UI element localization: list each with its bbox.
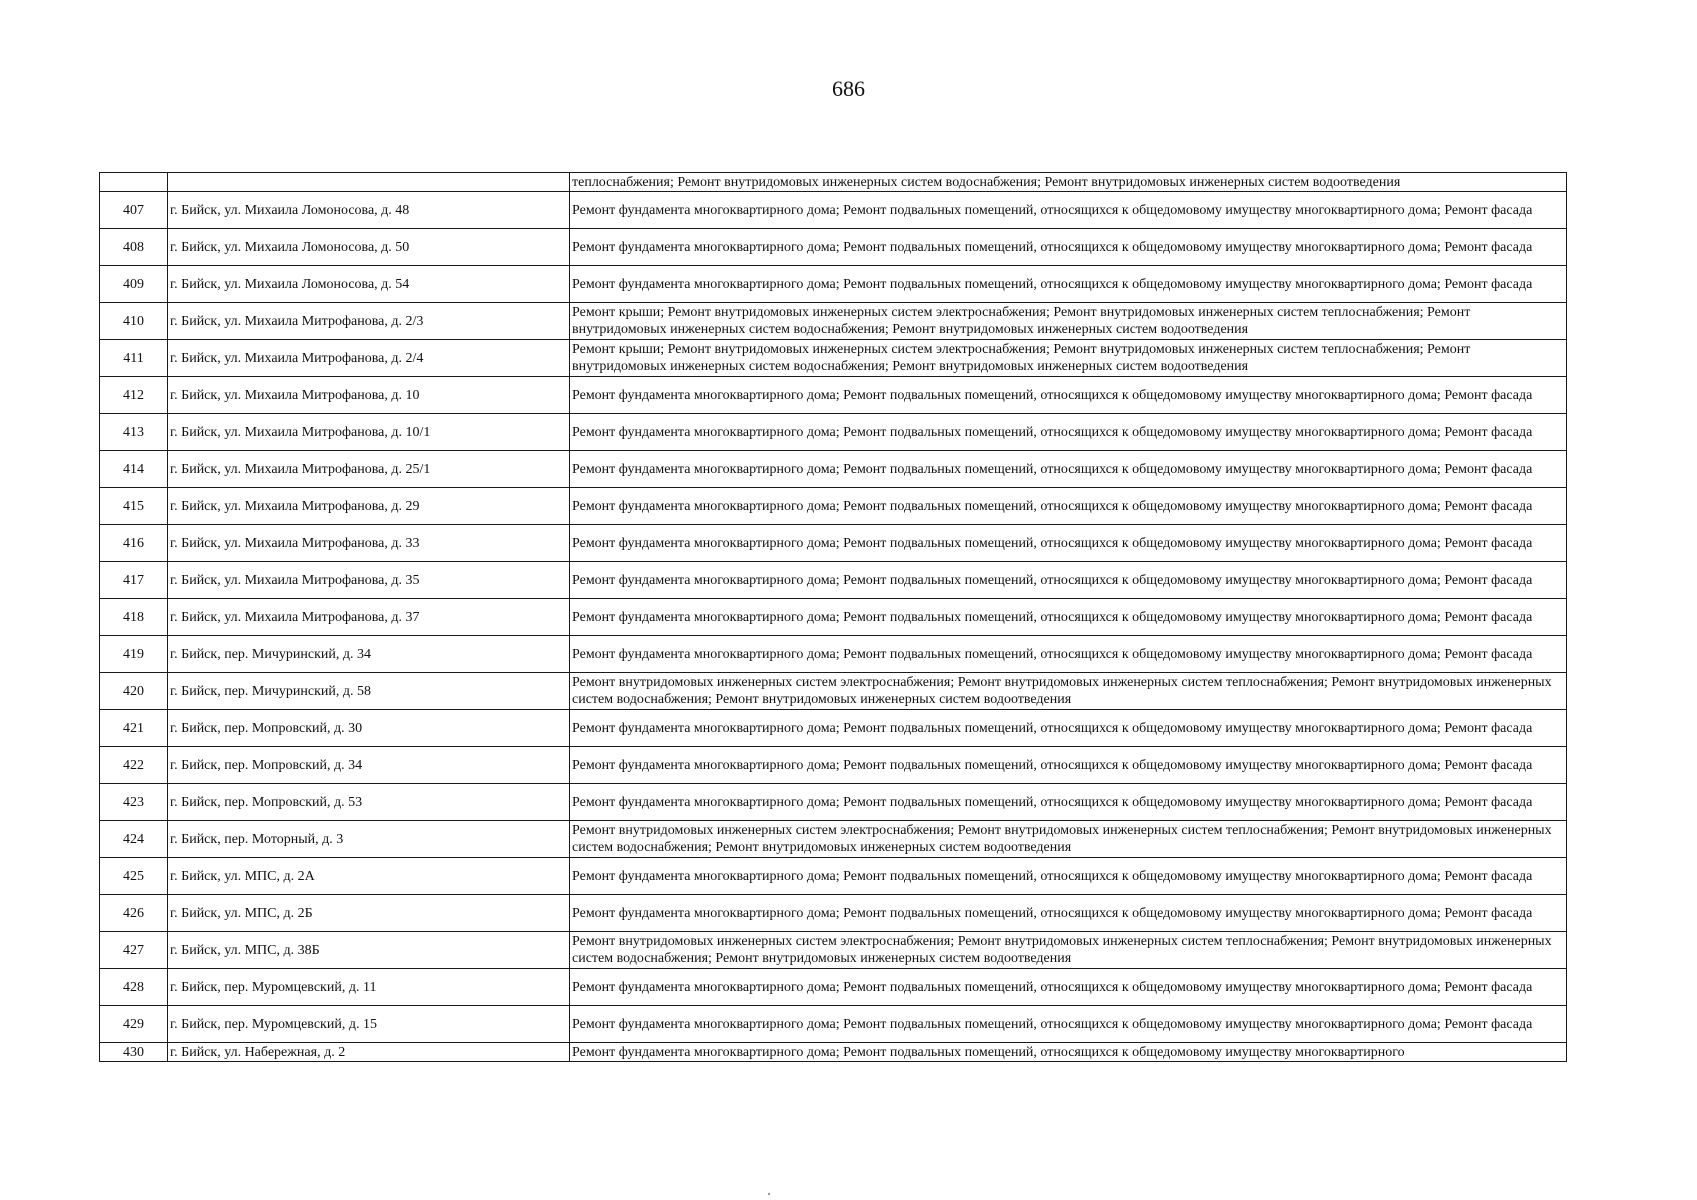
cell-works: Ремонт фундамента многоквартирного дома; Ремонт подвальных помещений, относящихся к общедомовому имуществу многоквартирного дома; Ремонт фасада <box>570 414 1567 451</box>
cell-works: Ремонт фундамента многоквартирного дома; Ремонт подвальных помещений, относящихся к общедомовому имуществу многоквартирного дома; Ремонт фасада <box>570 1006 1567 1043</box>
cell-num: 410 <box>100 303 168 340</box>
cell-num: 419 <box>100 636 168 673</box>
table-row <box>100 192 1567 229</box>
cell-address: г. Бийск, ул. Михаила Митрофанова, д. 33 <box>168 525 570 562</box>
table-row <box>100 303 1567 340</box>
cell-address: г. Бийск, ул. МПС, д. 2Б <box>168 895 570 932</box>
cell-address: г. Бийск, пер. Мичуринский, д. 34 <box>168 636 570 673</box>
cell-works: Ремонт фундамента многоквартирного дома; Ремонт подвальных помещений, относящихся к общедомовому имуществу многоквартирного дома; Ремонт фасада <box>570 229 1567 266</box>
cell-address: г. Бийск, пер. Мичуринский, д. 58 <box>168 673 570 710</box>
cell-address: г. Бийск, ул. Набережная, д. 2 <box>168 1043 570 1062</box>
cell-num: 414 <box>100 451 168 488</box>
cell-num: 421 <box>100 710 168 747</box>
table-row <box>100 229 1567 266</box>
cell-num: 408 <box>100 229 168 266</box>
cell-address: г. Бийск, пер. Мопровский, д. 53 <box>168 784 570 821</box>
cell-address: г. Бийск, ул. Михаила Митрофанова, д. 2/3 <box>168 303 570 340</box>
cell-address: г. Бийск, ул. Михаила Ломоносова, д. 48 <box>168 192 570 229</box>
cell-num: 429 <box>100 1006 168 1043</box>
table-row <box>100 932 1567 969</box>
table-row <box>100 1006 1567 1043</box>
cell-works: Ремонт фундамента многоквартирного дома; Ремонт подвальных помещений, относящихся к общедомовому имуществу многоквартирного <box>570 1043 1567 1062</box>
table-row <box>100 858 1567 895</box>
cell-works: Ремонт фундамента многоквартирного дома; Ремонт подвальных помещений, относящихся к общедомовому имуществу многоквартирного дома; Ремонт фасада <box>570 784 1567 821</box>
cell-num: 425 <box>100 858 168 895</box>
cell-address: г. Бийск, ул. Михаила Митрофанова, д. 29 <box>168 488 570 525</box>
cell-works: Ремонт фундамента многоквартирного дома; Ремонт подвальных помещений, относящихся к общедомовому имуществу многоквартирного дома; Ремонт фасада <box>570 377 1567 414</box>
table-row <box>100 488 1567 525</box>
table-row <box>100 710 1567 747</box>
table-row <box>100 1043 1567 1062</box>
cell-num: 409 <box>100 266 168 303</box>
cell-works: Ремонт фундамента многоквартирного дома; Ремонт подвальных помещений, относящихся к общедомовому имуществу многоквартирного дома; Ремонт фасада <box>570 266 1567 303</box>
cell-address: г. Бийск, ул. Михаила Ломоносова, д. 54 <box>168 266 570 303</box>
cell-works: Ремонт фундамента многоквартирного дома; Ремонт подвальных помещений, относящихся к общедомовому имуществу многоквартирного дома; Ремонт фасада <box>570 525 1567 562</box>
table-row <box>100 747 1567 784</box>
registry-body <box>100 173 1567 1062</box>
cell-works: Ремонт крыши; Ремонт внутридомовых инженерных систем электроснабжения; Ремонт внутридомовых инженерных систем теплоснабжения; Ремонт внутридомовых инженерных систем водоснабжения; Ремонт внутридомовых инженерных систем водоотведения <box>570 340 1567 377</box>
cell-works: теплоснабжения; Ремонт внутридомовых инженерных систем водоснабжения; Ремонт внутридомовых инженерных систем водоотведения <box>570 173 1567 192</box>
cell-num: 430 <box>100 1043 168 1062</box>
cell-num: 426 <box>100 895 168 932</box>
cell-works: Ремонт фундамента многоквартирного дома; Ремонт подвальных помещений, относящихся к общедомовому имуществу многоквартирного дома; Ремонт фасада <box>570 562 1567 599</box>
cell-num: 428 <box>100 969 168 1006</box>
cell-works: Ремонт внутридомовых инженерных систем электроснабжения; Ремонт внутридомовых инженерных систем теплоснабжения; Ремонт внутридомовых инженерных систем водоснабжения; Ремонт внутридомовых инженерных систем водоотведения <box>570 673 1567 710</box>
table-row <box>100 340 1567 377</box>
cell-num: 424 <box>100 821 168 858</box>
cell-address: г. Бийск, ул. Михаила Митрофанова, д. 25/1 <box>168 451 570 488</box>
cell-num: 427 <box>100 932 168 969</box>
cell-num: 416 <box>100 525 168 562</box>
table-row <box>100 599 1567 636</box>
table-row <box>100 636 1567 673</box>
cell-works: Ремонт фундамента многоквартирного дома; Ремонт подвальных помещений, относящихся к общедомовому имуществу многоквартирного дома; Ремонт фасада <box>570 599 1567 636</box>
cell-num: 418 <box>100 599 168 636</box>
page-number: 686 <box>832 76 865 101</box>
cell-num: 411 <box>100 340 168 377</box>
cell-address <box>168 173 570 192</box>
continuation-row <box>100 173 1567 192</box>
cell-num: 422 <box>100 747 168 784</box>
table-row <box>100 266 1567 303</box>
cell-num: 407 <box>100 192 168 229</box>
cell-address: г. Бийск, пер. Мопровский, д. 34 <box>168 747 570 784</box>
cell-address: г. Бийск, пер. Муромцевский, д. 15 <box>168 1006 570 1043</box>
cell-address: г. Бийск, ул. МПС, д. 38Б <box>168 932 570 969</box>
cell-works: Ремонт фундамента многоквартирного дома; Ремонт подвальных помещений, относящихся к общедомовому имуществу многоквартирного дома; Ремонт фасада <box>570 969 1567 1006</box>
table-row <box>100 562 1567 599</box>
cell-works: Ремонт внутридомовых инженерных систем электроснабжения; Ремонт внутридомовых инженерных систем теплоснабжения; Ремонт внутридомовых инженерных систем водоснабжения; Ремонт внутридомовых инженерных систем водоотведения <box>570 821 1567 858</box>
table-row <box>100 969 1567 1006</box>
cell-address: г. Бийск, ул. Михаила Митрофанова, д. 10 <box>168 377 570 414</box>
cell-works: Ремонт внутридомовых инженерных систем электроснабжения; Ремонт внутридомовых инженерных систем теплоснабжения; Ремонт внутридомовых инженерных систем водоснабжения; Ремонт внутридомовых инженерных систем водоотведения <box>570 932 1567 969</box>
table-row <box>100 784 1567 821</box>
table-row <box>100 451 1567 488</box>
cell-works: Ремонт фундамента многоквартирного дома; Ремонт подвальных помещений, относящихся к общедомовому имуществу многоквартирного дома; Ремонт фасада <box>570 895 1567 932</box>
table-row <box>100 895 1567 932</box>
cell-works: Ремонт фундамента многоквартирного дома; Ремонт подвальных помещений, относящихся к общедомовому имуществу многоквартирного дома; Ремонт фасада <box>570 858 1567 895</box>
cell-address: г. Бийск, ул. Михаила Митрофанова, д. 37 <box>168 599 570 636</box>
cell-address: г. Бийск, пер. Муромцевский, д. 11 <box>168 969 570 1006</box>
cell-address: г. Бийск, ул. Михаила Митрофанова, д. 35 <box>168 562 570 599</box>
cell-num: 420 <box>100 673 168 710</box>
cell-num: 415 <box>100 488 168 525</box>
cell-address: г. Бийск, ул. Михаила Ломоносова, д. 50 <box>168 229 570 266</box>
table-row <box>100 673 1567 710</box>
cell-works: Ремонт фундамента многоквартирного дома; Ремонт подвальных помещений, относящихся к общедомовому имуществу многоквартирного дома; Ремонт фасада <box>570 192 1567 229</box>
cell-address: г. Бийск, ул. МПС, д. 2А <box>168 858 570 895</box>
cell-works: Ремонт фундамента многоквартирного дома; Ремонт подвальных помещений, относящихся к общедомовому имуществу многоквартирного дома; Ремонт фасада <box>570 636 1567 673</box>
cell-address: г. Бийск, пер. Мопровский, д. 30 <box>168 710 570 747</box>
cell-address: г. Бийск, ул. Михаила Митрофанова, д. 10/1 <box>168 414 570 451</box>
cell-works: Ремонт фундамента многоквартирного дома; Ремонт подвальных помещений, относящихся к общедомовому имуществу многоквартирного дома; Ремонт фасада <box>570 710 1567 747</box>
cell-works: Ремонт фундамента многоквартирного дома; Ремонт подвальных помещений, относящихся к общедомовому имуществу многоквартирного дома; Ремонт фасада <box>570 488 1567 525</box>
cell-works: Ремонт крыши; Ремонт внутридомовых инженерных систем электроснабжения; Ремонт внутридомовых инженерных систем теплоснабжения; Ремонт внутридомовых инженерных систем водоснабжения; Ремонт внутридомовых инженерных систем водоотведения <box>570 303 1567 340</box>
cell-num <box>100 173 168 192</box>
cell-address: г. Бийск, пер. Моторный, д. 3 <box>168 821 570 858</box>
cell-works: Ремонт фундамента многоквартирного дома; Ремонт подвальных помещений, относящихся к общедомовому имуществу многоквартирного дома; Ремонт фасада <box>570 451 1567 488</box>
table-row <box>100 525 1567 562</box>
cell-num: 412 <box>100 377 168 414</box>
table-row <box>100 414 1567 451</box>
cell-address: г. Бийск, ул. Михаила Митрофанова, д. 2/4 <box>168 340 570 377</box>
cell-works: Ремонт фундамента многоквартирного дома; Ремонт подвальных помещений, относящихся к общедомовому имуществу многоквартирного дома; Ремонт фасада <box>570 747 1567 784</box>
table-row <box>100 377 1567 414</box>
repair-registry-table <box>99 172 1567 1062</box>
table-row <box>100 821 1567 858</box>
scan-speck <box>768 1193 770 1195</box>
cell-num: 423 <box>100 784 168 821</box>
cell-num: 413 <box>100 414 168 451</box>
cell-num: 417 <box>100 562 168 599</box>
